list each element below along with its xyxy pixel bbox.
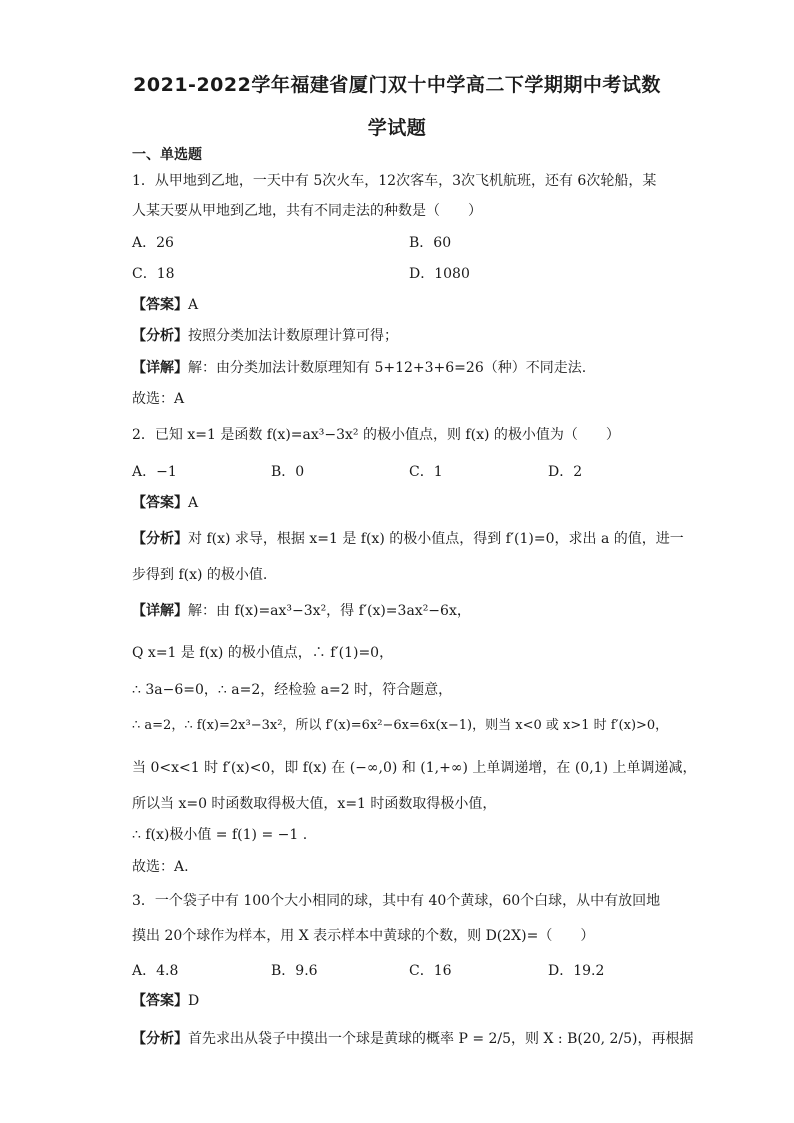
answer-tag: 【答案】 [132,495,188,511]
q3-option-d: D．19.2 [548,963,605,979]
answer-tag: 【答案】 [132,297,188,313]
q2-answer [132,492,672,514]
q1-option-a: A．26 [132,235,174,251]
q1-choose: 故选：A [132,391,185,407]
section-heading: 一、单选题 [132,147,202,163]
q2-choose: 故选：A. [132,859,189,875]
q3-option-b: B．9.6 [271,963,318,979]
q2-option-a: A．−1 [132,464,177,480]
analysis-tag: 【分析】 [132,531,188,547]
q2-detail-line-3: ∴ 3a−6=0，∴ a=2，经检验 a=2 时，符合题意， [132,682,453,698]
q2-detail-line-2: Q x=1 是 f(x) 的极小值点，∴ f′(1)=0， [132,645,394,661]
q2-option-c: C．1 [409,464,443,480]
answer-value: A [188,495,199,511]
detail-tag: 【详解】 [132,603,188,619]
analysis-text: 首先求出从袋子中摸出一个球是黄球的概率 P = 2/5，则 X : B(20, 2/5)，再根据 [188,1031,694,1047]
detail-text: 解：由 f(x)=ax³−3x²，得 f′(x)=3ax²−6x， [188,603,471,619]
q2-analysis-line-2: 步得到 f(x) 的极小值. [132,567,268,583]
analysis-tag: 【分析】 [132,1031,188,1047]
analysis-text: 按照分类加法计数原理计算可得； [188,328,398,344]
q2-stem: 2．已知 x=1 是函数 f(x)=ax³−3x² 的极小值点，则 f(x) 的极小值为（ ） [132,427,620,443]
q2-analysis-line-1 [132,528,684,550]
q1-analysis [132,325,672,347]
q1-option-d: D．1080 [409,266,470,282]
answer-value: D [188,993,200,1009]
title-line-2: 学试题 [367,117,427,139]
q1-stem-line-1: 1．从甲地到乙地，一天中有 5次火车，12次客车，3次飞机航班，还有 6次轮船，某 [132,173,657,189]
q1-option-c: C．18 [132,266,175,282]
q2-option-d: D．2 [548,464,583,480]
detail-tag: 【详解】 [132,360,188,376]
q3-analysis [132,1028,694,1050]
answer-tag: 【答案】 [132,993,188,1009]
q2-detail-line-6: 所以当 x=0 时函数取得极大值，x=1 时函数取得极小值， [132,796,497,812]
q1-stem-line-2: 人某天要从甲地到乙地，共有不同走法的种数是（ ） [132,203,482,219]
q3-option-c: C．16 [409,963,452,979]
q1-detail [132,357,672,379]
detail-text: 解：由分类加法计数原理知有 5+12+3+6=26（种）不同走法. [188,360,587,376]
q2-detail-line-7: ∴ f(x)极小值 = f(1) = −1 . [132,827,308,843]
q3-answer [132,990,672,1012]
q2-detail-line-4: ∴ a=2，∴ f(x)=2x³−3x²，所以 f′(x)=6x²−6x=6x(x−1)，则当 x<0 或 x>1 时 f′(x)>0， [132,718,669,733]
answer-value: A [188,297,199,313]
analysis-text: 对 f(x) 求导，根据 x=1 是 f(x) 的极小值点，得到 f′(1)=0，求出 a 的值，进一 [188,531,684,547]
q2-detail-line-1 [132,600,672,622]
q1-option-b: B．60 [409,235,452,251]
q3-stem-line-1: 3．一个袋子中有 100个大小相同的球，其中有 40个黄球，60个白球，从中有放回地 [132,893,661,909]
q2-option-b: B．0 [271,464,305,480]
title-line-1: 2021-2022学年福建省厦门双十中学高二下学期期中考试数 [133,74,661,96]
q3-stem-line-2: 摸出 20个球作为样本，用 X 表示样本中黄球的个数，则 D(2X)=（ ） [132,928,595,944]
q1-answer [132,294,672,316]
analysis-tag: 【分析】 [132,328,188,344]
q3-option-a: A．4.8 [132,963,179,979]
q2-detail-line-5: 当 0<x<1 时 f′(x)<0，即 f(x) 在 (−∞,0) 和 (1,+∞) 上单调递增，在 (0,1) 上单调递减， [132,760,697,776]
